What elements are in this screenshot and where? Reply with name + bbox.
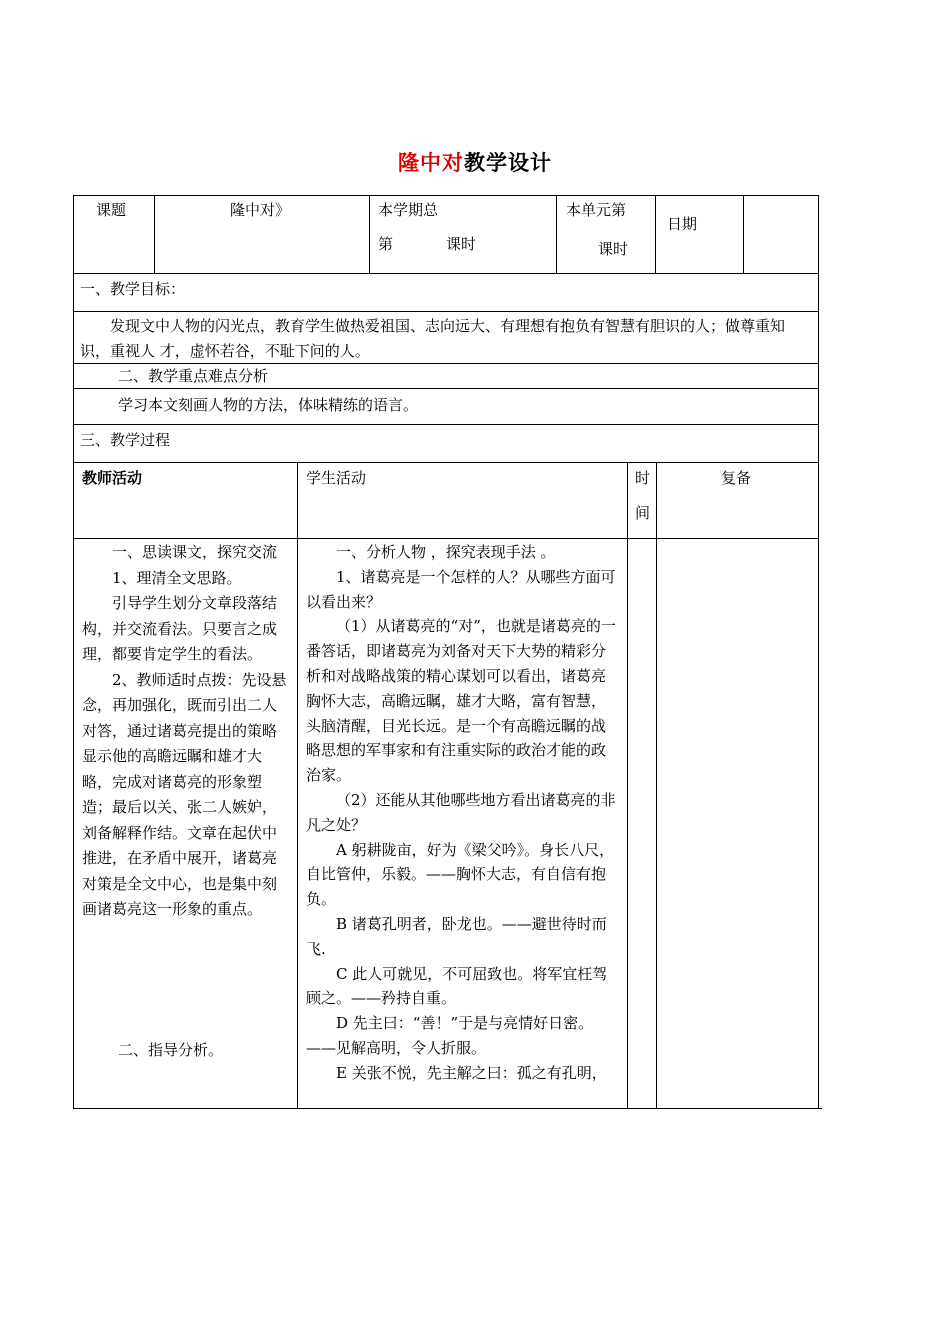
teacher-activity-body	[82, 540, 290, 923]
review-header: 复备	[721, 469, 752, 487]
teacher-paragraph: 1、理清全文思路。	[112, 568, 242, 587]
student-paragraph: A 躬耕陇亩，好为《梁父吟》。身长八尺，自比管仲，乐毅。——胸怀大志，有自信有抱负。	[306, 840, 615, 909]
student-paragraph: D 先主曰：“善！”于是与亮情好日密。——见解高明，令人折服。	[306, 1014, 594, 1057]
section-process-heading: 三、教学过程	[80, 431, 171, 449]
lesson-label: 课题	[96, 201, 127, 219]
teacher-part-two: 二、指导分析。	[118, 1041, 224, 1059]
student-paragraph: B 诸葛孔明者，卧龙也。——避世待时而飞.	[306, 914, 607, 958]
student-paragraph: 一、分析人物 ，探究表现手法 。	[336, 543, 556, 561]
teacher-paragraph: 一、思读课文，探究交流	[112, 543, 278, 561]
objectives-text: 发现文中人物的闪光点，教育学生做热爱祖国、志向远大、有理想有抱负有智慧有胆识的人；做尊重知识，重视人 才，虚怀若谷，不耻下问的人。	[80, 317, 786, 360]
time-header-1: 时	[635, 469, 651, 487]
student-paragraph: C 此人可就见，不可屈致也。将军宜枉驾顾之。——矜持自重。	[306, 964, 608, 1008]
keypoints-text: 学习本文刻画人物的方法，体味精练的语言。	[118, 396, 419, 414]
section-objectives-body	[80, 314, 814, 364]
lesson-value: 隆中对》	[230, 201, 291, 219]
student-activity-header: 学生活动	[306, 469, 367, 487]
teacher-paragraph: 引导学生划分文章段落结构，并交流看法。只要言之成理，都要肯定学生的看法。	[82, 594, 278, 663]
student-paragraph: （1）从诸葛亮的“对”，也就是诸葛亮的一番答话，即诸葛亮为刘备对天下大势的精彩分析和对战略战策的精心谋划可以看出，诸葛亮胸怀大志，高瞻远瞩，雄才大略，富有智慧，头脑清醒，目光长远。是一个有高瞻远瞩的战略思想的军事家和有注重实际的政治才能的政治家。	[306, 617, 616, 785]
student-paragraph: 1、诸葛亮是一个怎样的人？从哪些方面可以看出来？	[306, 567, 616, 611]
title-black-part: 教学设计	[464, 151, 552, 175]
page-title	[0, 147, 950, 177]
time-header-2: 间	[635, 504, 651, 522]
student-paragraph: （2）还能从其他哪些地方看出诸葛亮的非凡之处？	[306, 790, 616, 834]
unit-label: 本单元第	[566, 201, 627, 219]
section-keypoints-heading: 二、教学重点难点分析	[118, 367, 269, 385]
unit-keshi: 课时	[598, 240, 629, 258]
teacher-paragraph: 2、教师适时点拨：先设悬念，再加强化，既而引出二人对答，通过诸葛亮提出的策略显示他的高瞻远瞩和雄才大略，完成对诸葛亮的形象塑造；最后以关、张二人嫉妒，刘备解释作结。文章在起伏中推进，在矛盾中展开，诸葛亮对策是全文中心，也是集中刻画诸葛亮这一形象的重点。	[82, 670, 287, 918]
section-objectives-heading: 一、教学目标：	[80, 280, 186, 298]
term-total-di: 第	[378, 235, 394, 253]
term-total-keshi: 课时	[446, 235, 477, 253]
title-red-part: 隆中对	[398, 151, 464, 175]
student-activity-body	[306, 540, 620, 1086]
date-label: 日期	[667, 215, 698, 233]
term-total-label: 本学期总	[378, 201, 439, 219]
student-paragraph: E 关张不悦，先主解之曰：孤之有孔明，	[336, 1063, 607, 1082]
teacher-activity-header: 教师活动	[82, 469, 143, 487]
